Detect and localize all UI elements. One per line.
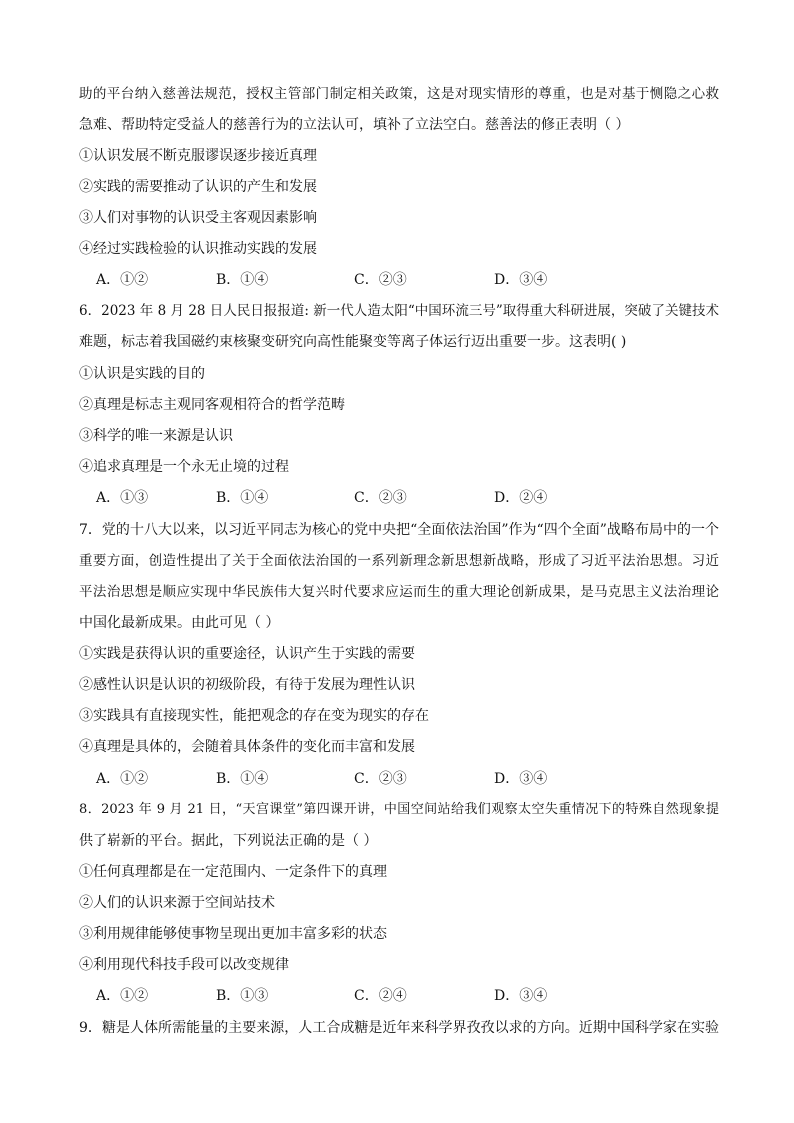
statement-item: ②感性认识是认识的初级阶段，有待于发展为理性认识	[79, 677, 415, 693]
statement-item: ③利用规律能够使事物呈现出更加丰富多彩的状态	[79, 926, 387, 942]
question-stem-line: 供了崭新的平台。据此，下列说法正确的是（ ）	[79, 833, 378, 849]
option-c: C．②③	[354, 272, 407, 288]
question-stem-line: 7．党的十八大以来，以习近平同志为核心的党中央把“全面依法治国”作为“四个全面”战略布局中的一个	[79, 522, 719, 538]
statement-item: ②实践的需要推动了认识的产生和发展	[79, 179, 317, 195]
statement-item: ③科学的唯一来源是认识	[79, 428, 233, 444]
option-c: C．②③	[354, 771, 407, 787]
option-b: B．①③	[216, 988, 269, 1004]
statement-item: ①认识发展不断克服谬误逐步接近真理	[79, 148, 317, 164]
option-c: C．②④	[354, 988, 407, 1004]
question-stem-line: 平法治思想是顺应实现中华民族伟大复兴时代要求应运而生的重大理论创新成果，是马克思主义法治理论	[79, 584, 719, 600]
question-stem-line: 重要方面，创造性提出了关于全面依法治国的一系列新理念新思想新战略，形成了习近平法治思想。习近	[79, 553, 719, 569]
answer-options	[96, 986, 656, 1006]
statement-item: ②人们的认识来源于空间站技术	[79, 895, 275, 911]
statement-item: ④追求真理是一个永无止境的过程	[79, 459, 289, 475]
option-a: A．①③	[96, 490, 149, 506]
option-b: B．①④	[216, 771, 269, 787]
statement-item: ②真理是标志主观同客观相符合的哲学范畴	[79, 397, 345, 413]
option-a: A．①②	[96, 272, 149, 288]
statement-item: ①任何真理都是在一定范围内、一定条件下的真理	[79, 864, 387, 880]
answer-options	[96, 769, 656, 789]
statement-item: ①实践是获得认识的重要途径，认识产生于实践的需要	[79, 646, 415, 662]
option-b: B．①④	[216, 272, 269, 288]
statement-item: ①认识是实践的目的	[79, 366, 205, 382]
statement-item: ④真理是具体的，会随着具体条件的变化而丰富和发展	[79, 739, 415, 755]
answer-options	[96, 488, 656, 508]
statement-item: ③实践具有直接现实性，能把观念的存在变为现实的存在	[79, 708, 429, 724]
answer-options	[96, 270, 656, 290]
question-stem-line: 8．2023 年 9 月 21 日，“天宫课堂”第四课开讲，中国空间站给我们观察太空失重情况下的特殊自然现象提	[79, 802, 719, 817]
option-d: D．②④	[494, 490, 548, 506]
option-c: C．②③	[354, 490, 407, 506]
statement-item: ④经过实践检验的认识推动实践的发展	[79, 241, 317, 257]
option-d: D．③④	[494, 771, 548, 787]
question-stem-line: 难题，标志着我国磁约束核聚变研究向高性能聚变等离子体运行迈出重要一步。这表明( )	[79, 334, 627, 350]
statement-item: ③人们对事物的认识受主客观因素影响	[79, 210, 317, 226]
option-a: A．①②	[96, 771, 149, 787]
option-b: B．①④	[216, 490, 269, 506]
option-d: D．③④	[494, 272, 548, 288]
question-stem-line: 助的平台纳入慈善法规范，授权主管部门制定相关政策，这是对现实情形的尊重，也是对基于恻隐之心救	[79, 86, 719, 102]
question-stem-line: 9．糖是人体所需能量的主要来源，人工合成糖是近年来科学界孜孜以求的方向。近期中国科学家在实验	[79, 1020, 719, 1036]
question-stem-line: 中国化最新成果。由此可见（ ）	[79, 615, 280, 631]
option-a: A．①②	[96, 988, 149, 1004]
statement-item: ④利用现代科技手段可以改变规律	[79, 957, 289, 973]
question-stem-line: 急难、帮助特定受益人的慈善行为的立法认可，填补了立法空白。慈善法的修正表明（ ）	[79, 117, 630, 133]
option-d: D．③④	[494, 988, 548, 1004]
question-stem-line: 6．2023 年 8 月 28 日人民日报报道: 新一代人造太阳“中国环流三号”取得重大科研进展，突破了关键技术	[79, 303, 719, 319]
